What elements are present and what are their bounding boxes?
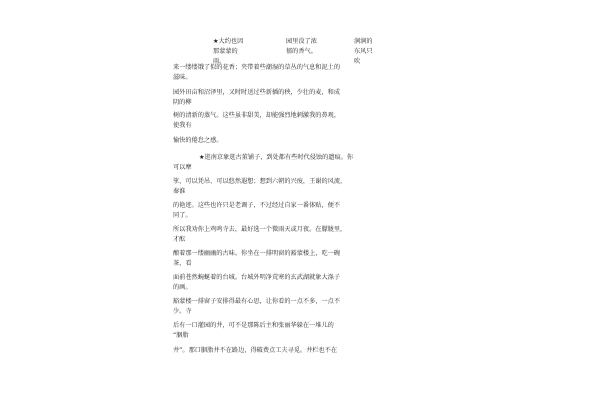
paragraph bbox=[173, 111, 388, 131]
text-line: 面前苍然蜿蜒着的台城。台城外明净荒寒的玄武湖就象大涤子 bbox=[173, 274, 341, 281]
table-cell bbox=[286, 37, 334, 57]
text-line: 阴的柳 bbox=[173, 99, 192, 106]
text-line: ★逛南京象逛古董铺子，到处都有些时代侵蚀的遗痕。你 bbox=[199, 154, 354, 161]
text-line: 酿着那一缕幽幽的古味。你坐在一排明窗的豁蒙楼上，吃一碗 bbox=[173, 250, 341, 257]
text-line: 愉快的倦怠之感。 bbox=[173, 137, 223, 144]
paragraph bbox=[173, 177, 388, 197]
text-line: 茶，看 bbox=[173, 260, 192, 267]
text-line: 园外田亩和沼泽里，又时时送过些新插的秧，少壮的麦，和成 bbox=[173, 89, 341, 96]
paragraph bbox=[173, 225, 388, 245]
paragraph bbox=[173, 346, 388, 356]
paragraph bbox=[173, 249, 388, 269]
text-line: 使我有 bbox=[173, 122, 192, 129]
paragraph bbox=[173, 297, 388, 317]
text-line: “胭脂 bbox=[173, 332, 189, 339]
text-line: 来一缕缕饿了似的花香；夹带着些潮湿的草丛的气息和泥土的 bbox=[173, 64, 341, 71]
text-line: 后有一口灌园的井，可不是那陈后主和张丽华躲在一堆儿的 bbox=[173, 322, 334, 329]
text-line: 秦淮 bbox=[173, 188, 186, 195]
paragraph bbox=[173, 153, 388, 173]
paragraph bbox=[173, 136, 388, 146]
top-text-table bbox=[213, 37, 403, 63]
text-line: 雨。 bbox=[213, 58, 226, 65]
text-line: 少。寺 bbox=[173, 308, 192, 315]
text-line: 那蒙蒙的 bbox=[213, 48, 238, 55]
text-line: 的艳迹。这些也许只是老调子，不过经过自家一番体贴，便不 bbox=[173, 202, 341, 209]
paragraph bbox=[173, 88, 388, 108]
paragraph bbox=[173, 63, 388, 83]
text-line: 才酝 bbox=[173, 236, 186, 243]
text-line: 涧涧的 bbox=[354, 38, 373, 45]
paragraph bbox=[173, 273, 388, 293]
text-line: 吹 bbox=[354, 58, 361, 65]
text-line: 的画。 bbox=[173, 284, 192, 291]
text-line: 东风只 bbox=[354, 48, 373, 55]
paragraph bbox=[173, 201, 388, 221]
text-line: ★大约也因 bbox=[213, 38, 244, 45]
text-line: 树的清新的蒸气。这些虽非甜美，却能强烈地刺激我的鼻观， bbox=[173, 112, 341, 119]
text-line: 园里没了浓 bbox=[286, 38, 317, 45]
text-line: 井”。那口胭脂井不在路边，得破费点工夫寻觅。井栏也不在 bbox=[173, 347, 338, 354]
text-line: 所以我劝你上鸡鸣寺去，最好选一个微雨天或月夜。在朦胧里， bbox=[173, 226, 347, 233]
text-line: 豁蒙楼一排窗子安排得最有心思，让你看的一点不多，一点不 bbox=[173, 298, 341, 305]
text-line: 同了。 bbox=[173, 212, 192, 219]
text-line: 郁的香气。 bbox=[286, 48, 317, 55]
text-line: 挲，可以凭吊，可以悠然遐想；想到六朝的兴废，王谢的风流， bbox=[173, 178, 347, 185]
text-line: 可以摩 bbox=[173, 164, 192, 171]
text-line: 滋味。 bbox=[173, 74, 192, 81]
paragraph bbox=[173, 321, 388, 341]
